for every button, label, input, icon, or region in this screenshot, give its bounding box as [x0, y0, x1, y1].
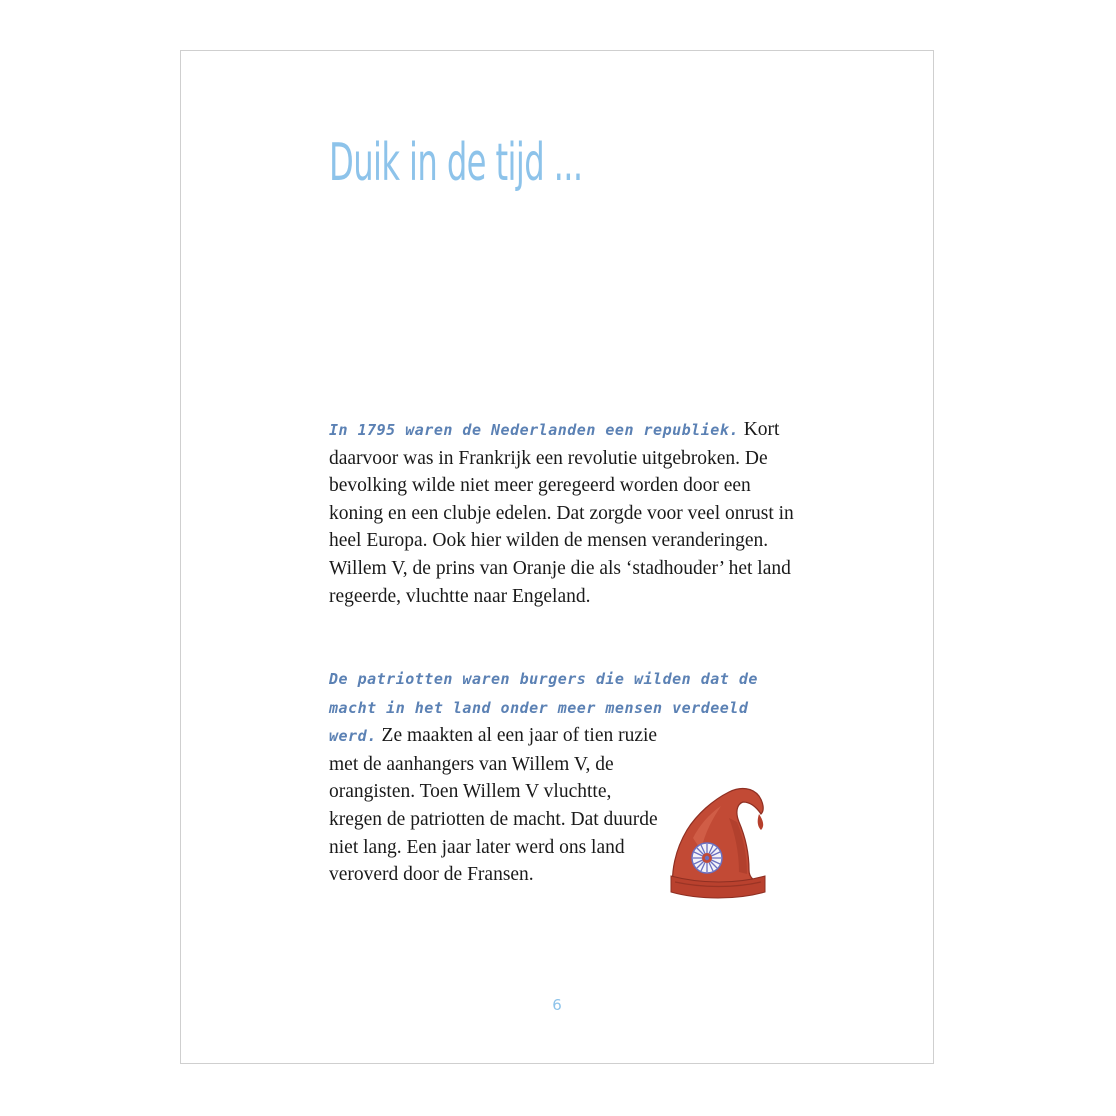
book-page	[180, 50, 934, 1064]
paragraph-1-lead: In 1795 waren de Nederlanden een republiek.	[329, 421, 739, 439]
paragraph-1-text: Kort daarvoor was in Frankrijk een revolutie uitgebroken. De bevolking wilde niet meer geregeerd worden door een koning en een clubje edelen. Dat zorgde voor veel onrust in heel Europa. Ook hier wilden de mensen veranderingen. Willem V, de prins van Oranje die als ‘stadhouder’ het land regeerde, vluchtte naar Engeland.	[329, 419, 794, 607]
paragraph-1	[329, 416, 799, 610]
paragraph-2-text: Ze maakten al een jaar of tien ruzie met de aanhangers van Willem V, de orangisten. Toen Willem V vluchtte, kregen de patriotten de macht. Dat duurde niet lang. Een jaar later werd ons land veroverd door de Fransen.	[329, 725, 658, 886]
page-number: 6	[552, 996, 562, 1014]
paragraph-2-lead: De patriotten waren burgers die wilden dat de macht in het land onder meer mensen verdeeld werd.	[329, 670, 758, 746]
red-liberty-cap-with-cockade-icon	[665, 778, 777, 900]
page-title: Duik in de tijd ...	[329, 133, 583, 193]
